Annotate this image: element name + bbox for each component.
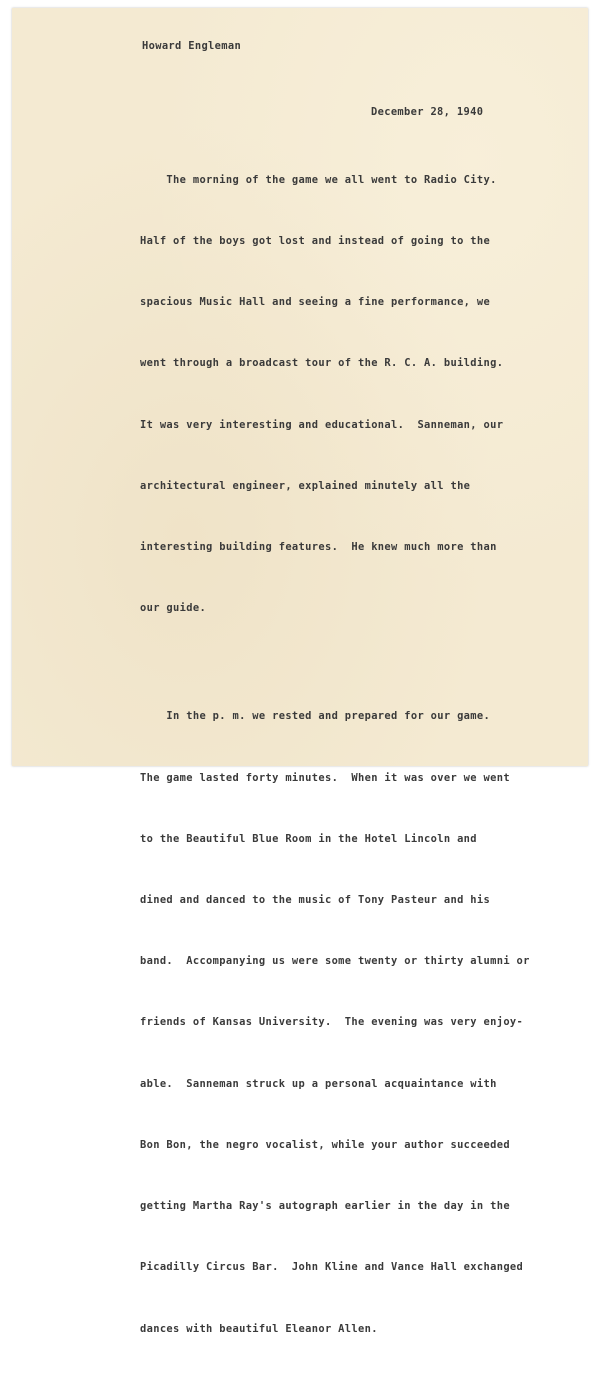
body-line: getting Martha Ray's autograph earlier in the day in the [140, 1200, 510, 1213]
typewritten-page [12, 8, 588, 1335]
body-line: spacious Music Hall and seeing a fine performance, we [140, 296, 491, 309]
paragraph-break [140, 660, 530, 666]
body-line: dances with beautiful Eleanor Allen. [140, 1322, 378, 1335]
author-name: Howard Engleman [142, 40, 242, 52]
body-line: went through a broadcast tour of the R. C. A. building. [140, 357, 504, 370]
body-line: The morning of the game we all went to Radio City. [140, 173, 497, 186]
body-line: It was very interesting and educational. Sanneman, our [140, 418, 504, 431]
body-line: our guide. [140, 602, 207, 615]
body-line: dined and danced to the music of Tony Pasteur and his [140, 894, 491, 907]
body-line: able. Sanneman struck up a personal acquaintance with [140, 1077, 497, 1090]
body-line: to the Beautiful Blue Room in the Hotel Lincoln and [140, 832, 477, 845]
body-line: band. Accompanying us were some twenty or thirty alumni or [140, 955, 530, 968]
body-line: The game lasted forty minutes. When it was over we went [140, 771, 510, 784]
body-line: Picadilly Circus Bar. John Kline and Vance Hall exchanged [140, 1261, 524, 1274]
body-line: friends of Kansas University. The evening was very enjoy- [140, 1016, 524, 1029]
body-line: architectural engineer, explained minutely all the [140, 479, 471, 492]
body-text [140, 129, 530, 1380]
body-line: Bon Bon, the negro vocalist, while your author succeeded [140, 1138, 510, 1151]
body-line: In the p. m. we rested and prepared for our game. [140, 710, 491, 723]
body-line: Half of the boys got lost and instead of going to the [140, 235, 491, 248]
letter-date: December 28, 1940 [371, 106, 484, 118]
body-line: interesting building features. He knew much more than [140, 541, 497, 554]
